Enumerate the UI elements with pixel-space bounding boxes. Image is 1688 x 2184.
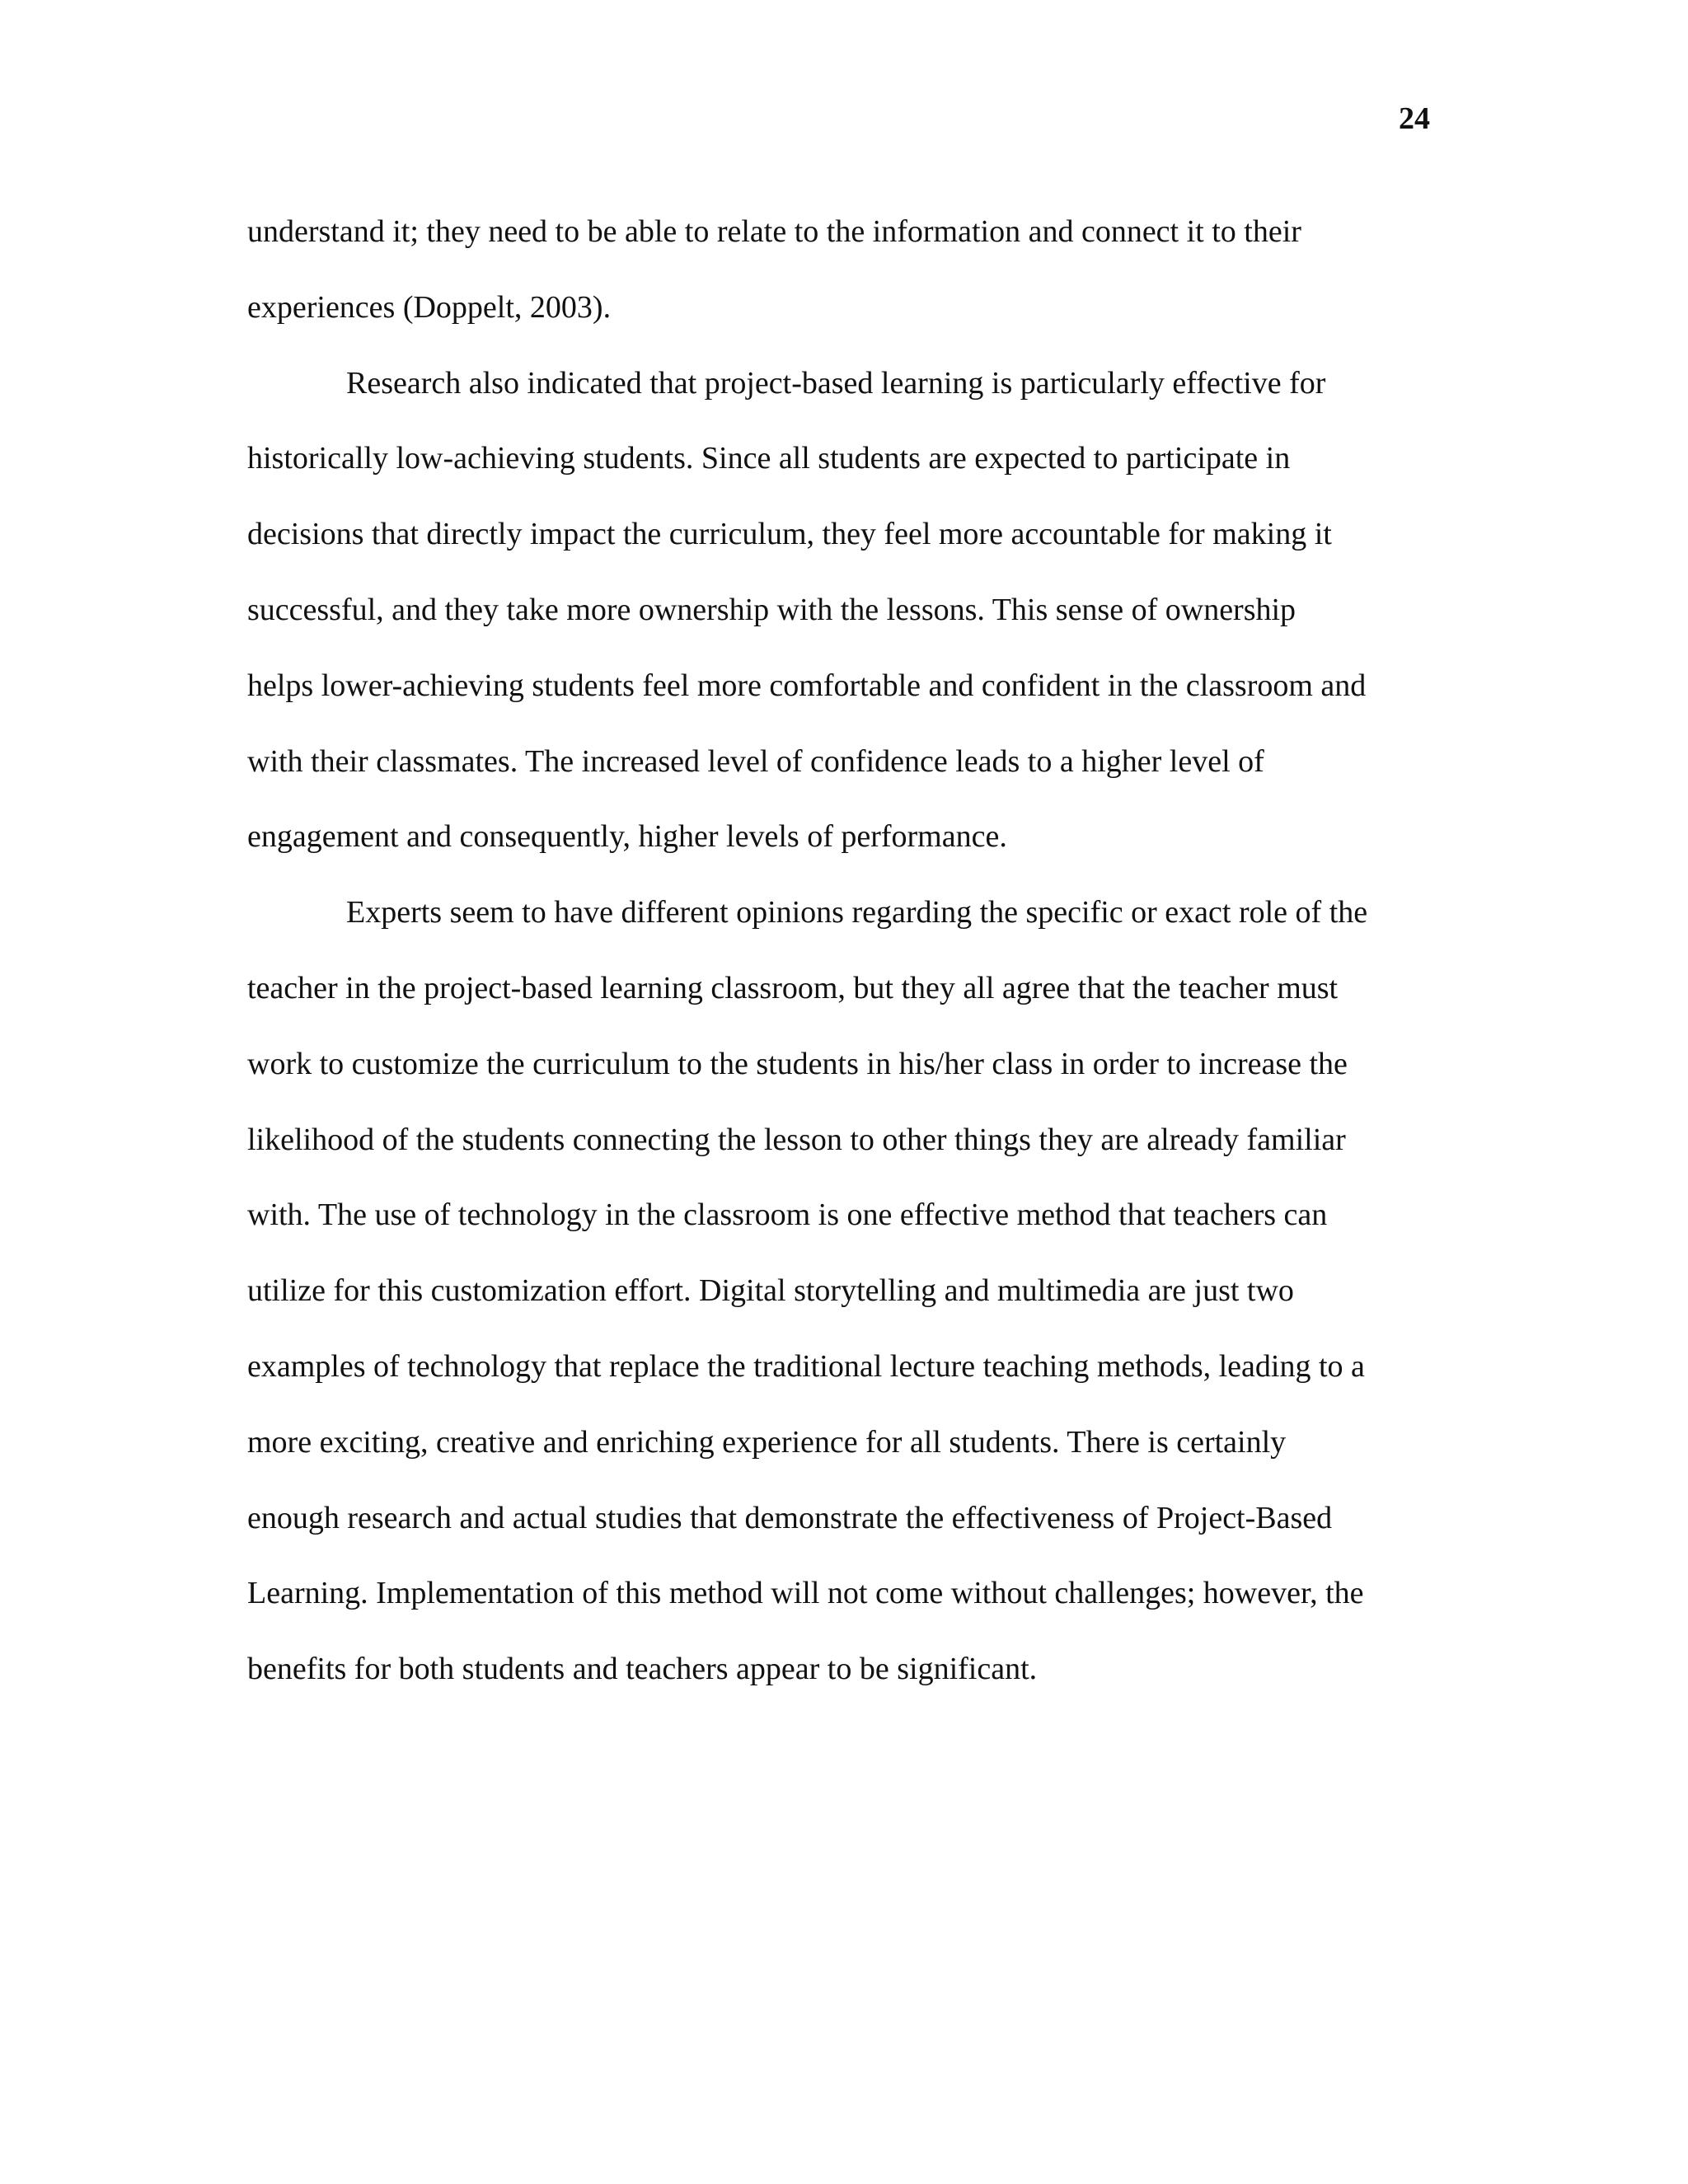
text-line: examples of technology that replace the traditional lecture teaching methods, leading to a — [247, 1348, 1365, 1384]
text-line: teacher in the project-based learning classroom, but they all agree that the teacher must — [247, 970, 1339, 1005]
text-line: historically low-achieving students. Since all students are expected to participate in — [247, 441, 1291, 476]
text-line: understand it; they need to be able to relate to the information and connect it to their — [247, 214, 1301, 249]
text-line: work to customize the curriculum to the students in his/her class in order to increase the — [247, 1046, 1348, 1081]
text-line: enough research and actual studies that demonstrate the effectiveness of Project-Based — [247, 1500, 1333, 1535]
text-line: with. The use of technology in the classroom is one effective method that teachers can — [247, 1197, 1328, 1233]
text-line: engagement and consequently, higher levels of performance. — [247, 819, 1007, 855]
text-line: experiences (Doppelt, 2003). — [247, 289, 612, 325]
paragraph-start-line: Experts seem to have different opinions regarding the specific or exact role of the — [346, 895, 1368, 930]
text-line: helps lower-achieving students feel more comfortable and confident in the classroom and — [247, 668, 1367, 703]
page-number: 24 — [1399, 101, 1430, 136]
body-text — [247, 194, 1438, 1708]
text-line: decisions that directly impact the curriculum, they feel more accountable for making it — [247, 517, 1332, 552]
text-line: likelihood of the students connecting the lesson to other things they are already familiar — [247, 1122, 1346, 1157]
paragraph-start-line: Research also indicated that project-based learning is particularly effective for — [346, 365, 1326, 401]
text-line: benefits for both students and teachers appear to be significant. — [247, 1652, 1038, 1687]
text-line: with their classmates. The increased level of confidence leads to a higher level of — [247, 743, 1264, 779]
text-line: more exciting, creative and enriching experience for all students. There is certainly — [247, 1424, 1287, 1460]
text-line: Learning. Implementation of this method will not come without challenges; however, the — [247, 1576, 1364, 1611]
text-line: successful, and they take more ownership with the lessons. This sense of ownership — [247, 592, 1296, 627]
text-line: utilize for this customization effort. Digital storytelling and multimedia are just two — [247, 1273, 1294, 1309]
